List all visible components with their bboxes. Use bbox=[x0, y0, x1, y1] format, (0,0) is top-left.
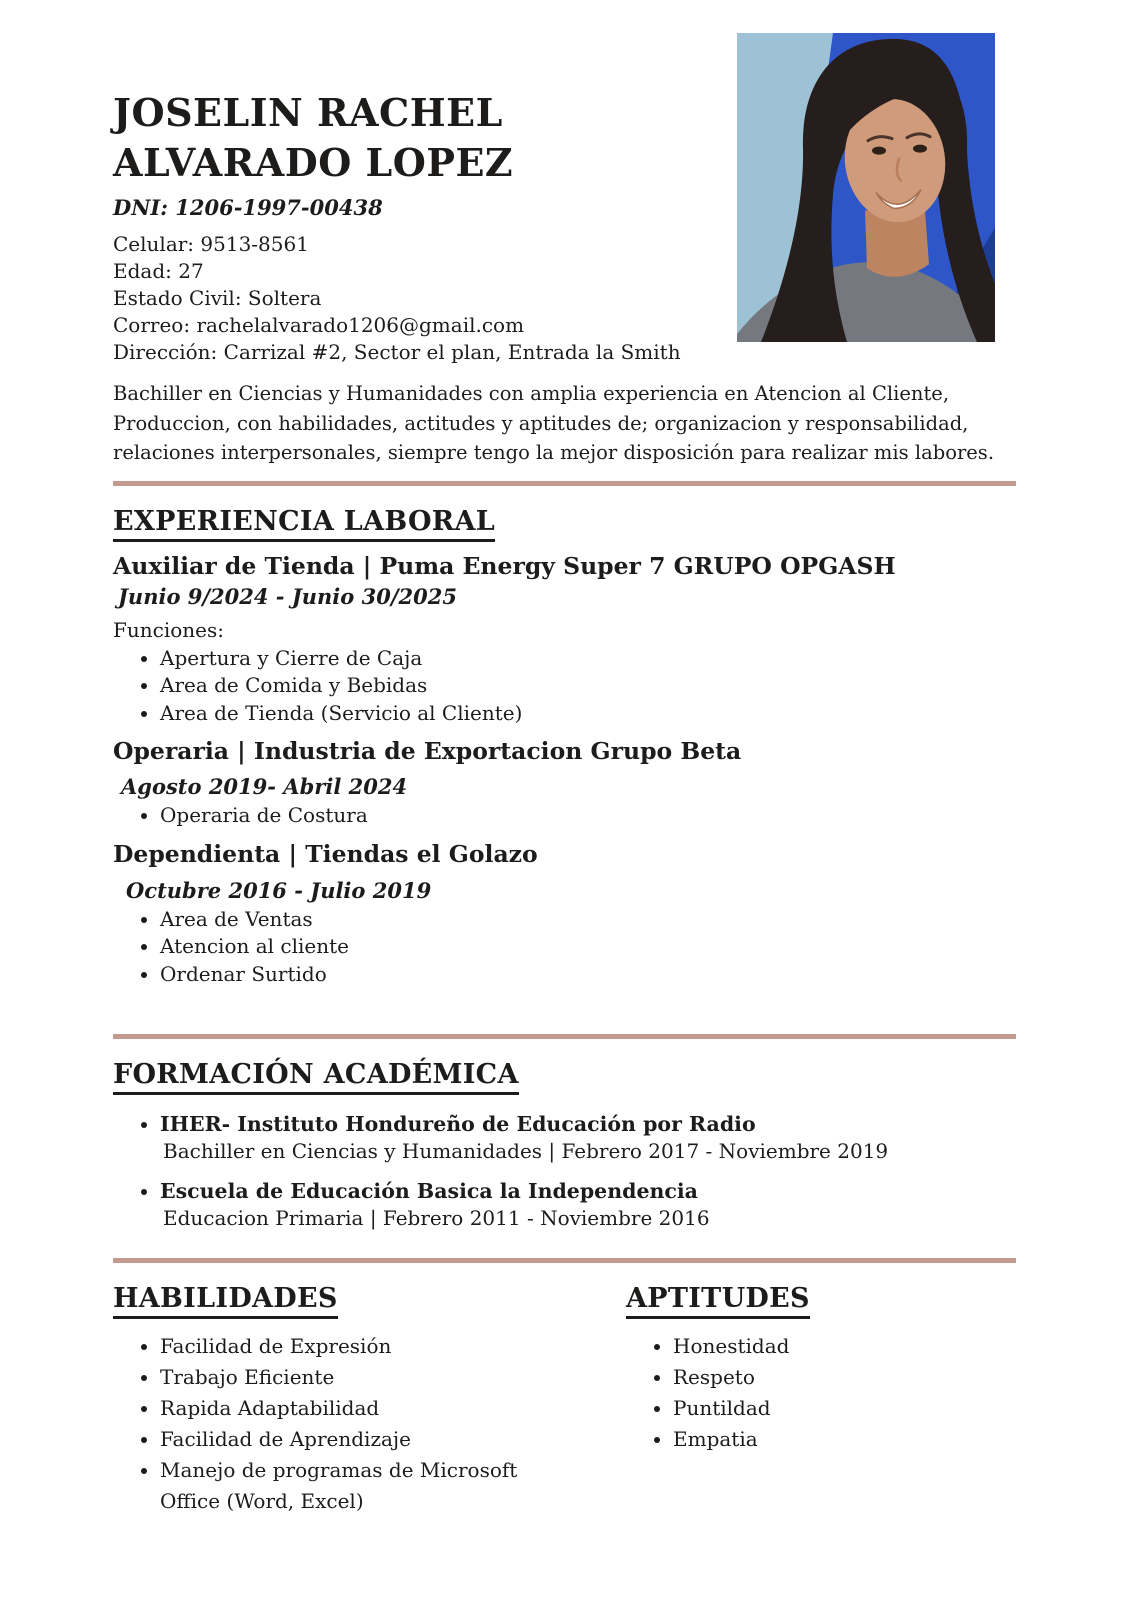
job-title: Auxiliar de Tienda | Puma Energy Super 7 GRUPO OPGASH bbox=[113, 551, 896, 580]
section-divider bbox=[113, 481, 1016, 486]
education-detail: Bachiller en Ciencias y Humanidades | Febrero 2017 - Noviembre 2019 bbox=[163, 1139, 889, 1163]
contact-block bbox=[113, 231, 1016, 366]
education-item bbox=[160, 1178, 1016, 1232]
job-bullet-list bbox=[113, 645, 1016, 728]
education-detail: Educacion Primaria | Febrero 2011 - Noviembre 2016 bbox=[163, 1206, 710, 1230]
skill-item: • Facilidad de Aprendizaje bbox=[160, 1424, 580, 1455]
job-bullet: • Area de Tienda (Servicio al Cliente) bbox=[160, 700, 1016, 728]
education-list bbox=[113, 1111, 1016, 1232]
aptitudes-list bbox=[626, 1331, 1016, 1455]
education-item bbox=[160, 1111, 1016, 1165]
job-bullet: • Apertura y Cierre de Caja bbox=[160, 645, 1016, 673]
skill-item: • Trabajo Eficiente bbox=[160, 1362, 580, 1393]
aptitudes-column bbox=[618, 1283, 1016, 1517]
aptitudes-heading: APTITUDES bbox=[626, 1283, 810, 1319]
name-line-2: ALVARADO LOPEZ bbox=[113, 140, 514, 185]
job-entry bbox=[113, 737, 1016, 830]
contact-line: Correo: rachelalvarado1206@gmail.com bbox=[113, 313, 525, 337]
job-bullet: • Operaria de Costura bbox=[160, 802, 1016, 830]
education-school: • Escuela de Educación Basica la Independencia bbox=[160, 1179, 698, 1203]
page-title bbox=[113, 88, 1016, 188]
experience-heading: EXPERIENCIA LABORAL bbox=[113, 506, 495, 542]
job-dates: Octubre 2016 - Julio 2019 bbox=[126, 877, 432, 903]
name-line-1: JOSELIN RACHEL bbox=[113, 90, 503, 135]
aptitude-item: • Empatia bbox=[673, 1424, 1016, 1455]
skills-list bbox=[113, 1331, 618, 1517]
job-intro: Funciones: bbox=[113, 617, 224, 642]
job-bullet: • Atencion al cliente bbox=[160, 933, 1016, 961]
skills-heading: HABILIDADES bbox=[113, 1283, 338, 1319]
job-bullet: • Ordenar Surtido bbox=[160, 961, 1016, 989]
skill-item: • Manejo de programas de Microsoft Office (Word, Excel) bbox=[160, 1455, 580, 1517]
job-entry bbox=[113, 840, 1016, 989]
contact-line: Edad: 27 bbox=[113, 259, 204, 283]
job-bullet-list bbox=[113, 906, 1016, 989]
section-divider bbox=[113, 1034, 1016, 1039]
dni-line: DNI: 1206-1997-00438 bbox=[113, 195, 383, 220]
job-bullet: • Area de Comida y Bebidas bbox=[160, 672, 1016, 700]
job-bullet: • Area de Ventas bbox=[160, 906, 1016, 934]
education-school: • IHER- Instituto Hondureño de Educación por Radio bbox=[160, 1112, 756, 1136]
skills-column bbox=[113, 1283, 618, 1517]
job-title: Dependienta | Tiendas el Golazo bbox=[113, 839, 538, 868]
job-entry bbox=[113, 552, 1016, 728]
job-title: Operaria | Industria de Exportacion Grupo Beta bbox=[113, 737, 742, 765]
contact-line: Celular: 9513-8561 bbox=[113, 232, 309, 256]
job-dates: Junio 9/2024 - Junio 30/2025 bbox=[118, 583, 457, 609]
aptitude-item: • Puntildad bbox=[673, 1393, 1016, 1424]
education-heading: FORMACIÓN ACADÉMICA bbox=[113, 1059, 519, 1095]
job-dates: Agosto 2019- Abril 2024 bbox=[121, 774, 408, 799]
section-divider bbox=[113, 1258, 1016, 1263]
profile-summary: Bachiller en Ciencias y Humanidades con amplia experiencia en Atencion al Cliente, Produccion, con habilidades, actitudes y aptitudes de; organizacion y responsabilidad, relaciones interpersonales, siempre tengo la mejor disposición para realizar mis labores. bbox=[113, 382, 995, 464]
contact-line: Dirección: Carrizal #2, Sector el plan, Entrada la Smith bbox=[113, 340, 681, 364]
aptitude-item: • Respeto bbox=[673, 1362, 1016, 1393]
skill-item: • Rapida Adaptabilidad bbox=[160, 1393, 580, 1424]
skill-item: • Facilidad de Expresión bbox=[160, 1331, 580, 1362]
job-bullet-list bbox=[113, 802, 1016, 830]
aptitude-item: • Honestidad bbox=[673, 1331, 1016, 1362]
contact-line: Estado Civil: Soltera bbox=[113, 286, 322, 310]
